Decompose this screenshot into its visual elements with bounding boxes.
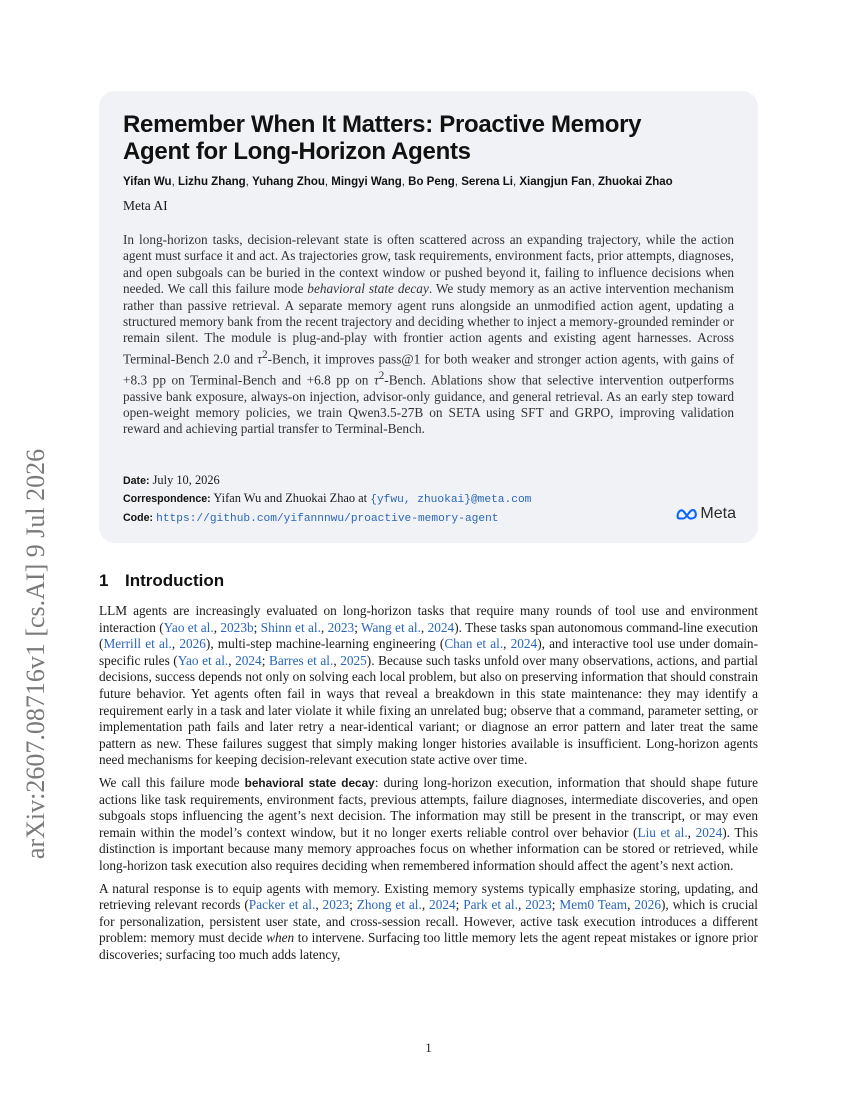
superscript: 2 <box>378 369 385 382</box>
paragraph-text: ). These tasks span autonomous command-line execution ( <box>99 619 759 652</box>
arxiv-identifier-text: arXiv:2607.08716v1 [cs.AI] 9 Jul 2026 <box>21 448 50 860</box>
paragraph-text: ; <box>253 619 261 635</box>
meta-infinity-icon <box>676 508 698 521</box>
author-name: Xiangjun Fan <box>519 176 592 188</box>
main-body <box>99 570 758 969</box>
code-label: Code: <box>123 512 154 524</box>
citation-link[interactable]: 2025 <box>340 652 367 668</box>
citation-link[interactable]: Wang et al. <box>361 619 421 635</box>
citation-link[interactable]: 2024 <box>235 652 262 668</box>
date-label: Date: <box>123 475 150 487</box>
section-number: 1 <box>99 571 109 590</box>
correspondence-row <box>123 490 735 509</box>
tau-symbol: τ <box>257 351 263 367</box>
author-name: Lizhu Zhang <box>177 176 246 188</box>
citation-link[interactable]: 2026 <box>179 636 206 652</box>
paragraph-text: ; <box>455 897 464 913</box>
author-separator: , <box>324 176 332 188</box>
citation-link[interactable]: Yao et al. <box>177 652 229 668</box>
author-list <box>123 175 734 189</box>
arxiv-identifier <box>8 428 64 880</box>
citation-link[interactable]: 2023b <box>220 619 254 635</box>
paragraph-text: , <box>228 652 236 668</box>
abstract-text: -Bench. Ablations show that selective intervention outperforms passive bank exposure, always-on injection, advisor-only guidance, and general retrieval. As an early step toward open-weight memory policies, we train Qwen3.5-27B on SETA using SFT and GRPO, improving validation reward and achieving partial transfer to Terminal-Bench. <box>123 372 734 437</box>
emphasis: when <box>266 930 295 946</box>
citation-link[interactable]: 2024 <box>429 897 456 913</box>
superscript: 2 <box>262 348 268 361</box>
author-name: Serena Li <box>461 176 513 188</box>
title-line-2: Agent for Long-Horizon Agents <box>123 138 471 165</box>
date-row <box>123 472 735 490</box>
paragraph-text: ; <box>349 897 357 913</box>
code-url-link[interactable]: https://github.com/yifannnwu/proactive-memory-agent <box>156 513 499 525</box>
paragraph-text: ), multi-step machine-learning engineering ( <box>205 636 445 652</box>
citation-link[interactable]: 2024 <box>427 619 455 635</box>
citation-link[interactable]: Zhong et al. <box>356 897 422 913</box>
section-heading <box>99 570 758 592</box>
author-name: Zhuokai Zhao <box>597 176 673 188</box>
paragraph-text: : during long-horizon execution, information that should shape future actions like task requirements, environment facts, previous attempts, failure diagnoses, intermediate discoveries, and open subgoals stops influencing the agent’s next decision. The information may still be present in the transcript, or may even remain within the model’s context window, but it no longer exerts reliable control over behavior ( <box>99 774 758 840</box>
meta-logo-text: Meta <box>700 505 736 522</box>
correspondence-label: Correspondence: <box>123 493 211 505</box>
paragraph-text: , <box>333 652 341 668</box>
affiliation: Meta AI <box>123 198 168 213</box>
paragraph-text: , <box>315 897 323 913</box>
key-term: behavioral state decay <box>244 775 375 790</box>
paragraph-text: A natural response is to equip agents with memory. Existing memory systems typically emphasize storing, updating, and retrieving relevant records ( <box>99 880 758 913</box>
paragraph-text: , <box>320 619 328 635</box>
citation-link[interactable]: Shinn et al. <box>260 619 321 635</box>
author-name: Yifan Wu <box>123 176 172 188</box>
citation-link[interactable]: 2023 <box>525 897 552 913</box>
citation-link[interactable]: 2026 <box>634 897 661 913</box>
citation-link[interactable]: 2023 <box>322 897 350 913</box>
tau-symbol: τ <box>373 372 379 388</box>
paragraph-text: , <box>213 619 221 635</box>
author-name: Yuhang Zhou <box>252 176 325 188</box>
paragraph-1 <box>99 603 758 769</box>
abstract-text: In long-horizon tasks, decision-relevant state is often scattered across an expanding trajectory, while the action agent must surface it and act. As trajectories grow, task requirements, environment facts, prior attempts, diagnoses, and open subgoals can be buried in the context window or pushed beyond it, failing to influence decisions when needed. We call this failure mode <box>123 232 734 297</box>
author-separator: , <box>454 176 462 188</box>
citation-link[interactable]: Chan et al. <box>444 636 504 652</box>
citation-link[interactable]: Merrill et al. <box>103 636 172 652</box>
paragraph-text: LLM agents are increasingly evaluated on long-horizon tasks that require many rounds of tool use and environment interaction ( <box>99 603 758 635</box>
abstract-text: -Bench, it improves pass@1 for both weaker and stronger action agents, with gains of +8.3 pp on Terminal-Bench and +6.8 pp on <box>123 351 734 388</box>
paragraph-text: , <box>503 636 511 652</box>
citation-link[interactable]: Mem0 Team <box>559 897 628 913</box>
author-separator: , <box>171 176 178 188</box>
author-name: Mingyi Wang <box>331 176 402 188</box>
paragraph-3 <box>99 881 758 964</box>
paper-header-box <box>99 91 758 543</box>
citation-link[interactable]: 2024 <box>695 824 723 840</box>
paragraph-text: , <box>517 897 526 913</box>
citation-link[interactable]: Liu et al. <box>637 824 688 840</box>
section-title: Introduction <box>125 571 225 590</box>
author-separator: , <box>591 176 598 188</box>
paragraph-text: We call this failure mode <box>99 774 245 790</box>
paragraph-text: ; <box>354 619 362 635</box>
citation-link[interactable]: Packer et al. <box>248 897 316 913</box>
abstract <box>123 232 734 438</box>
page-number: 1 <box>425 1040 432 1055</box>
abstract-text: . We study memory as an active intervention mechanism rather than passive retrieval. A separate memory agent runs alongside an unmodified action agent, updating a structured memory bank from the recent trajectory and deciding whether to inject a memory-grounded reminder or remain silent. The module is plug-and-play with frontier action agents and existing agent harnesses. Across Terminal-Bench 2.0 and <box>123 281 735 367</box>
meta-logo <box>676 505 736 523</box>
paragraph-text: ). Because such tasks unfold over many observations, actions, and partial decisions, success depends not only on solving each local problem, but also on preserving information that should constrain future behavior. Yet agents often fail in ways that reveal a breakdown in this state maintenance: they may identify a requirement early in a task and later violate it while fixing an unrelated bug; observe that a command, parameter setting, or implementation path fails and later retry a near-identical variant; or diagnose an error pattern and later treat the same pattern as new. These failures suggest that simply making longer histories available is insufficient. Long-horizon agents need mechanisms for keeping decision-relevant execution state active over time. <box>99 652 758 768</box>
paragraph-text: to intervene. Surfacing too little memory lets the agent repeat mistakes or ignore prior discoveries; surfacing too much adds latency, <box>99 930 758 962</box>
paragraph-text: , <box>171 636 180 652</box>
correspondence-value: Yifan Wu and Zhuokai Zhao at <box>213 491 368 505</box>
paper-metadata <box>123 472 735 528</box>
paragraph-text: , <box>421 897 430 913</box>
abstract-term: behavioral state decay <box>307 281 429 297</box>
paragraph-text: , <box>687 824 696 840</box>
paragraph-text: ; <box>551 897 560 913</box>
author-separator: , <box>245 176 253 188</box>
date-value: July 10, 2026 <box>152 473 220 487</box>
author-separator: , <box>512 176 520 188</box>
author-name: Bo Peng <box>408 176 455 188</box>
title-line-1: Remember When It Matters: Proactive Memory <box>123 111 642 138</box>
paragraph-2 <box>99 775 758 875</box>
code-row <box>123 509 735 528</box>
paragraph-text: ). This distinction is important because many memory approaches focus on whether information can be stored or retrieved, while long-horizon task execution also requires deciding when remembered information should affect the agent’s next action. <box>99 824 758 873</box>
paragraph-text: , <box>627 897 635 913</box>
citation-link[interactable]: Barres et al. <box>268 652 334 668</box>
paragraph-text: ), and interactive tool use under domain-specific rules ( <box>99 636 758 668</box>
paragraph-text: , <box>420 619 428 635</box>
author-separator: , <box>401 176 409 188</box>
citation-link[interactable]: Yao et al. <box>163 619 214 635</box>
citation-link[interactable]: Park et al. <box>463 897 518 913</box>
paragraph-text: ; <box>261 652 269 668</box>
paper-title <box>123 111 734 165</box>
citation-link[interactable]: 2024 <box>510 636 538 652</box>
paragraph-text: ), which is crucial for personalization, persistent user state, and cross-session recall. However, active task execution introduces a different problem: memory must decide <box>99 897 758 946</box>
correspondence-email-link[interactable]: {yfwu, zhuokai}@meta.com <box>370 494 532 506</box>
citation-link[interactable]: 2023 <box>327 619 355 635</box>
